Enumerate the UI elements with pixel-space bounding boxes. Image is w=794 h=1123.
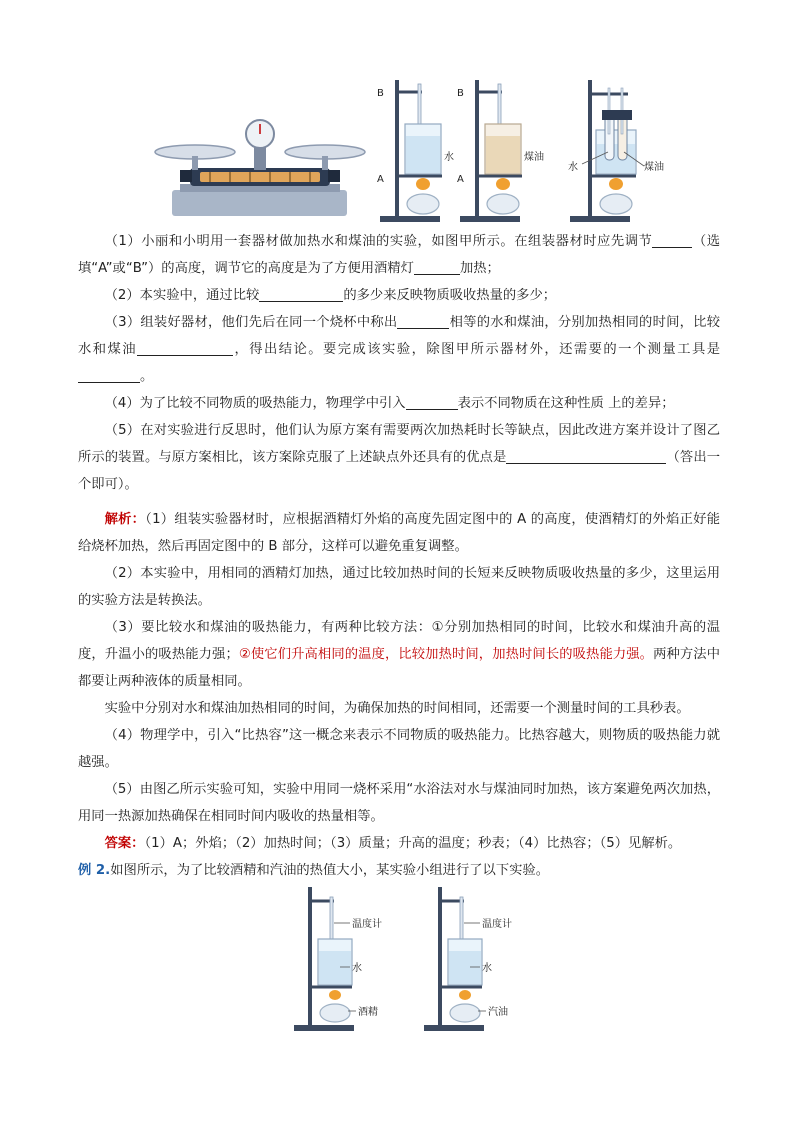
blank-q1-1[interactable] [652,232,692,248]
label-kerosene-setup3: 煤油 [644,162,664,173]
label-thermometer-left: 温度计 [352,919,382,930]
blank-q3-2[interactable] [137,340,233,356]
heating-setup-gasoline [424,887,512,1031]
label-water-right: 水 [482,963,492,974]
balance-scale-image [155,120,365,216]
question-block [78,228,720,884]
label-a-setup1: A [377,174,384,185]
analysis-paragraph-4: 实验中分别对水和煤油加热相同的时间，为确保加热的时间相同，还需要一个测量时间的工具秒表。 [104,701,690,716]
label-gasoline: 汽油 [488,1007,508,1018]
question-5: （5）在对实验进行反思时，他们认为原方案有需要两次加热耗时长等缺点，因此改进方案并设计了图乙所示的装置。与原方案相比，该方案除克服了上述缺点外还具有的优点是 （答出一个即可）。 [78,423,721,492]
label-a-setup2: A [457,174,464,185]
analysis-paragraph-5: （4）物理学中，引入“比热容”这一概念来表示不同物质的吸热能力。比热容越大，则物质的吸热能力就越强。 [78,728,720,770]
label-b-setup2: B [457,88,464,99]
analysis-paragraph-3: （3）要比较水和煤油的吸热能力，有两种比较方法：①分别加热相同的时间，比较水和煤油升高的温度，升温小的吸热能力强；②使它们升高相同的温度，比较加热时间，加热时间长的吸热能力强。两种方法中都要让两种液体的质量相同。 [78,620,721,689]
label-water-left: 水 [352,963,362,974]
question-1: （1）小丽和小明用一套器材做加热水和煤油的实验，如图甲所示。在组装器材时应先调节 （选填“A”或“B”）的高度，调节它的高度是为了方便用酒精灯 加热； [78,234,720,276]
label-water-setup1: 水 [444,152,454,163]
heating-setup-water [377,80,454,222]
analysis-paragraph-6: （5）由图乙所示实验可知，实验中用同一烧杯采用“水浴法对水与煤油同时加热，该方案避免两次加热，用同一热源加热确保在相同时间内吸收的热量相等。 [78,782,720,824]
blank-q3-3[interactable] [78,367,140,383]
apparatus-figure-top [150,72,670,224]
label-alcohol: 酒精 [358,1007,378,1018]
answer-label: 答案： [104,836,145,851]
question-3: （3）组装好器材，他们先后在同一个烧杯中称出 相等的水和煤油，分别加热相同的时间，比较水和煤油 ，得出结论。要完成该实验，除图甲所示器材外，还需要的一个测量工具是。 [78,315,721,384]
label-water-setup3: 水 [568,162,578,173]
label-b-setup1: B [377,88,384,99]
label-kerosene-setup2: 煤油 [524,152,544,163]
heating-setup-kerosene [457,80,544,222]
apparatus-figure-bottom [290,883,540,1033]
blank-q5-1[interactable] [506,448,666,464]
question-2: （2）本实验中，通过比较 的多少来反映物质吸收热量的多少； [104,288,557,303]
heating-setup-alcohol [294,887,382,1031]
blank-q2-1[interactable] [259,286,343,302]
blank-q3-1[interactable] [397,313,449,329]
analysis-label: 解析： [104,512,146,527]
example-2-label: 例 2. [78,863,111,878]
question-4: （4）为了比较不同物质的吸热能力，物理学中引入 表示不同物质在这种性质 上的差异； [104,396,675,411]
example-2-line: 例 2.如图所示，为了比较酒精和汽油的热值大小，某实验小组进行了以下实验。 [78,863,550,878]
answer-line: 答案：（1）A；外焰；（2）加热时间；（3）质量；升高的温度；秒表；（4）比热容；（5）见解析。 [104,836,682,851]
heating-setup-water-bath [568,80,664,222]
blank-q4-1[interactable] [406,394,458,410]
analysis-paragraph-2: （2）本实验中，用相同的酒精灯加热，通过比较加热时间的长短来反映物质吸收热量的多少，这里运用的实验方法是转换法。 [78,566,720,608]
blank-q1-2[interactable] [414,259,460,275]
analysis-paragraph-1: 解析：（1）组装实验器材时，应根据酒精灯外焰的高度先固定图中的 A 的高度，使酒精灯的外焰正好能给烧杯加热，然后再固定图中的 B 部分，这样可以避免重复调整。 [78,512,721,554]
label-thermometer-right: 温度计 [482,919,512,930]
